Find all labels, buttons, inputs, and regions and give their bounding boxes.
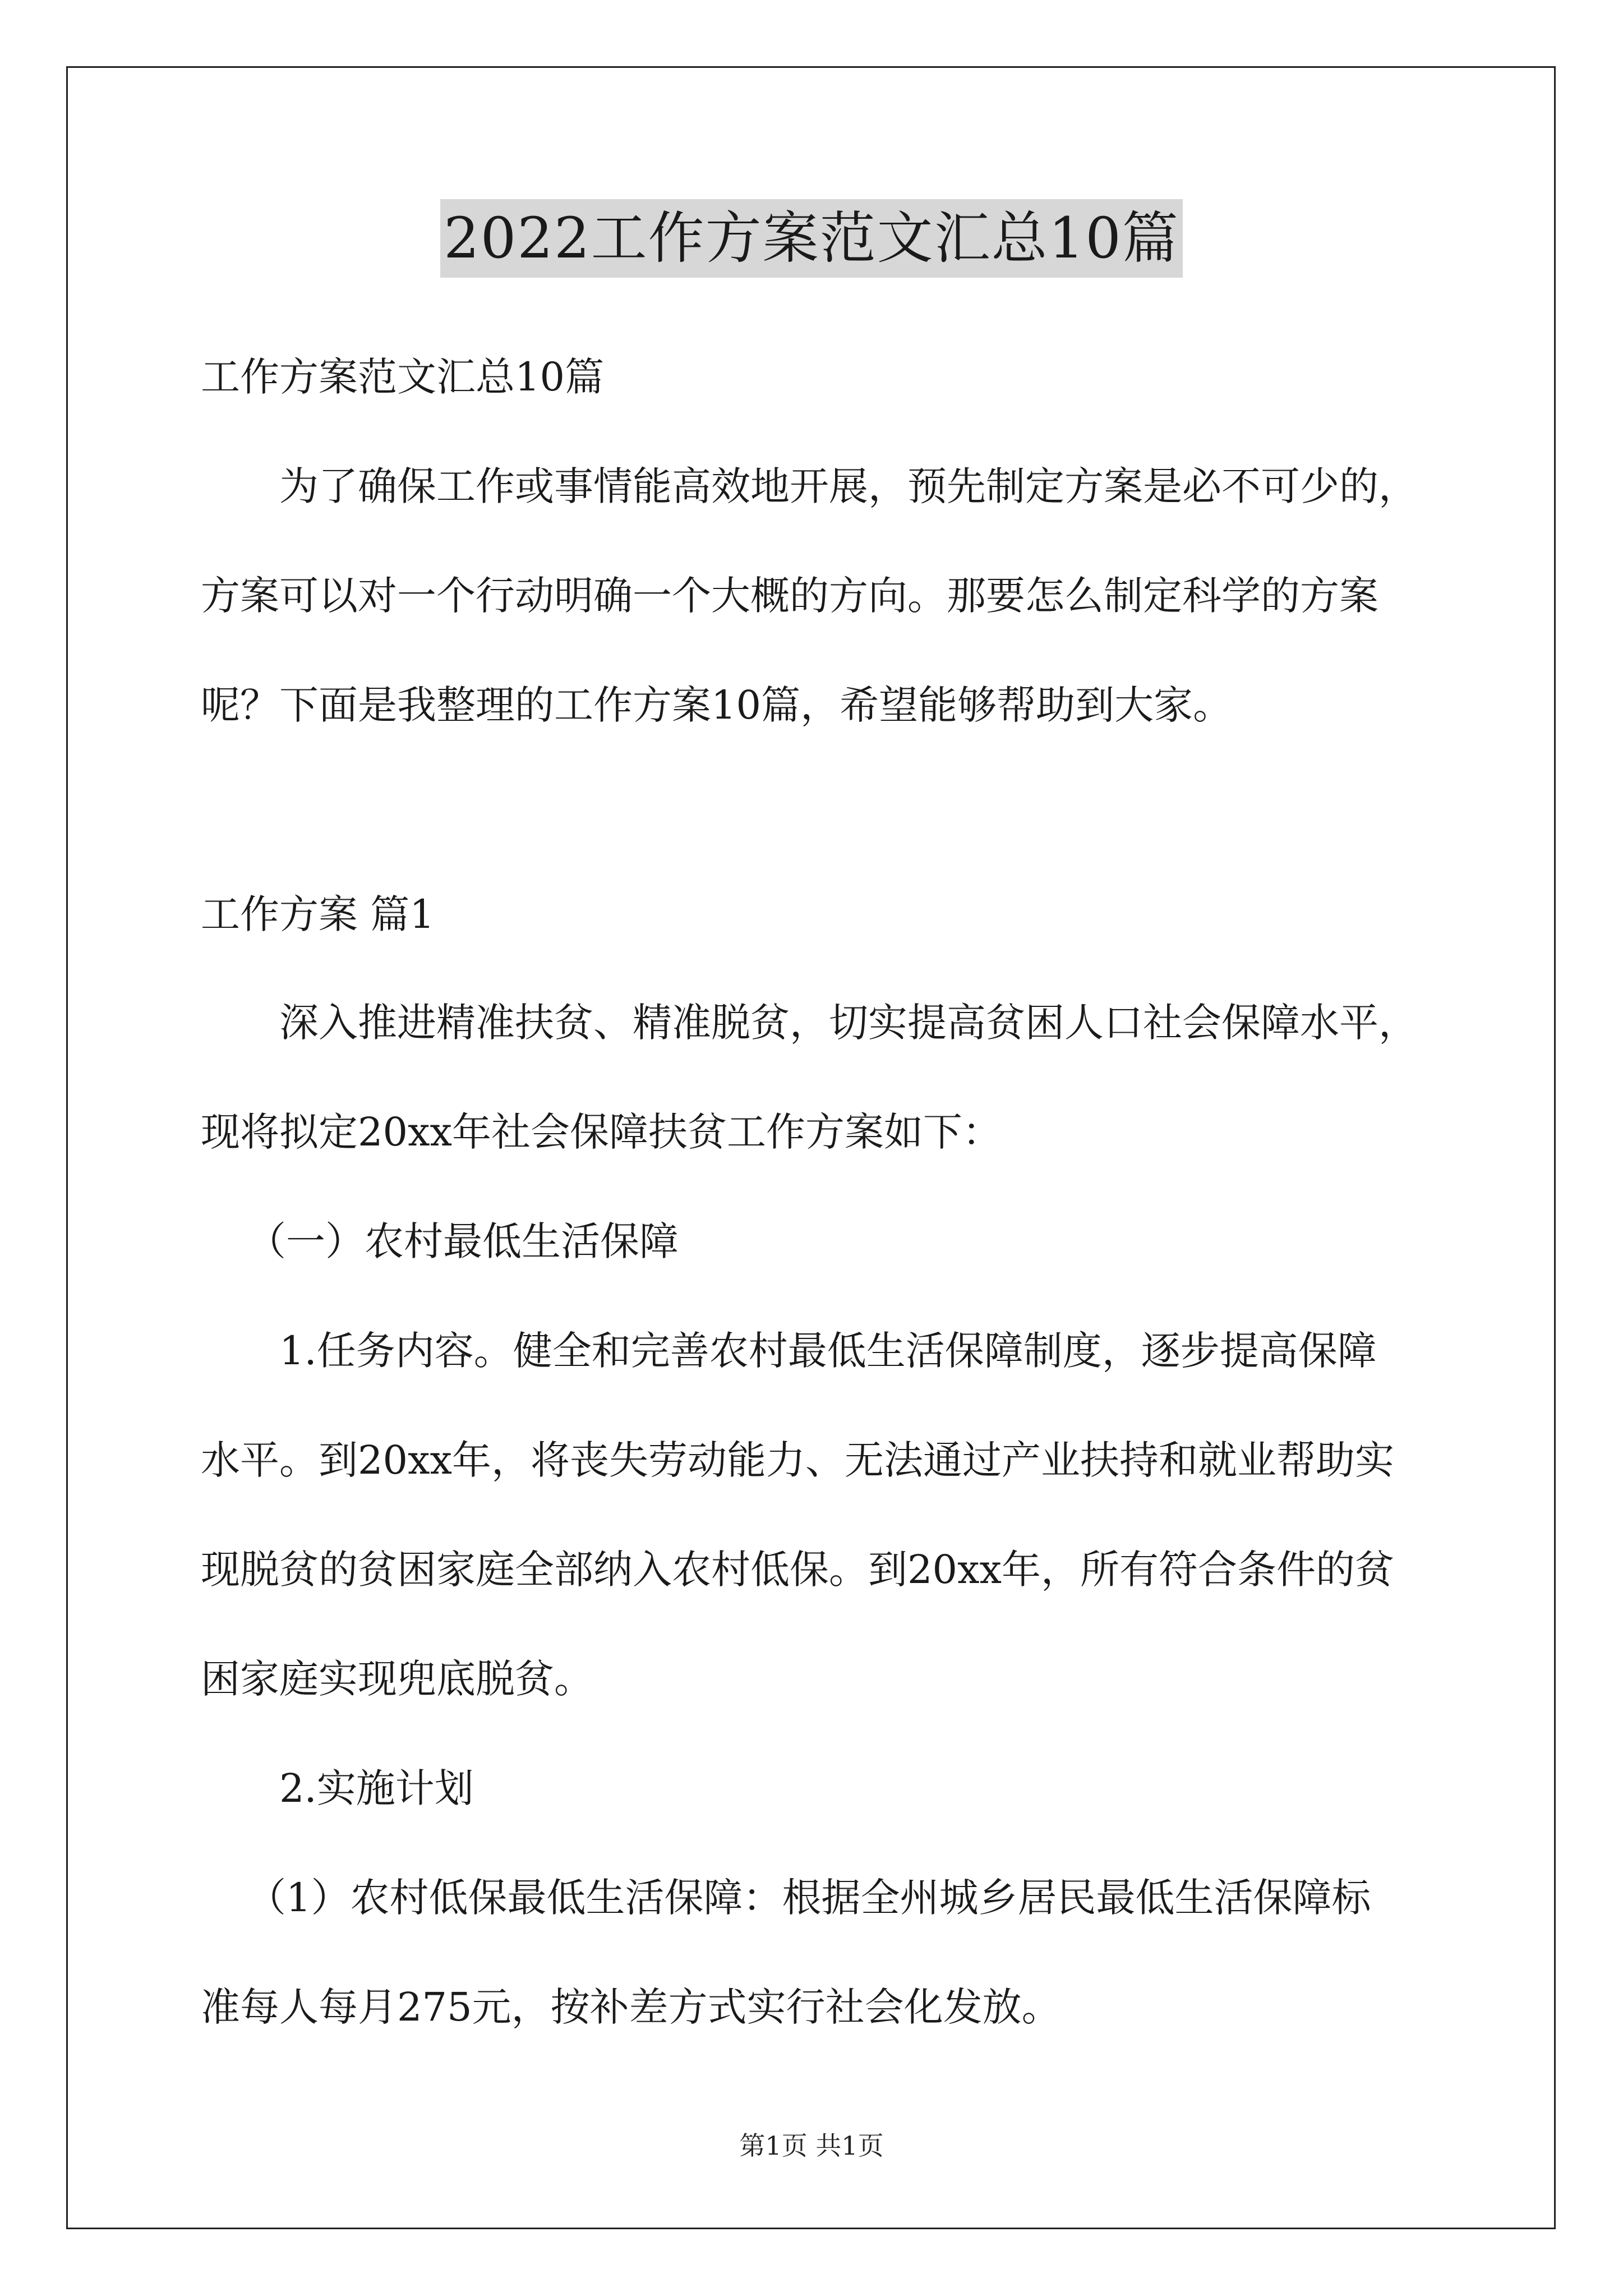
paragraph-line: 准每人每月275元，按补差方式实行社会化发放。 <box>201 1984 1061 2030</box>
paragraph-line: 呢？下面是我整理的工作方案10篇，希望能够帮助到大家。 <box>201 682 1233 728</box>
paragraph-line: 2.实施计划 <box>279 1765 474 1811</box>
subsection-heading: （一）农村最低生活保障 <box>247 1218 679 1264</box>
page-footer: 第1页 共1页 <box>739 2131 884 2161</box>
paragraph-line: 现将拟定20xx年社会保障扶贫工作方案如下： <box>201 1109 1002 1155</box>
paragraph-line: 深入推进精准扶贫、精准脱贫，切实提高贫困人口社会保障水平， <box>279 1000 1418 1046</box>
subtitle-line: 工作方案范文汇总10篇 <box>201 354 605 400</box>
paragraph-line: （1）农村低保最低生活保障：根据全州城乡居民最低生活保障标 <box>247 1875 1371 1921</box>
paragraph-line: 现脱贫的贫困家庭全部纳入农村低保。到20xx年，所有符合条件的贫 <box>201 1547 1395 1593</box>
paragraph-line: 为了确保工作或事情能高效地开展，预先制定方案是必不可少的， <box>279 463 1418 509</box>
paragraph-line: 水平。到20xx年，将丧失劳动能力、无法通过产业扶持和就业帮助实 <box>201 1437 1395 1483</box>
section-heading: 工作方案 篇1 <box>201 891 435 937</box>
paragraph-line: 困家庭实现兜底脱贫。 <box>201 1656 593 1702</box>
document-title: 2022工作方案范文汇总10篇 <box>440 199 1183 278</box>
paragraph-line: 1.任务内容。健全和完善农村最低生活保障制度，逐步提高保障 <box>279 1328 1377 1374</box>
paragraph-line: 方案可以对一个行动明确一个大概的方向。那要怎么制定科学的方案 <box>201 573 1378 619</box>
title-container <box>0 199 1623 278</box>
